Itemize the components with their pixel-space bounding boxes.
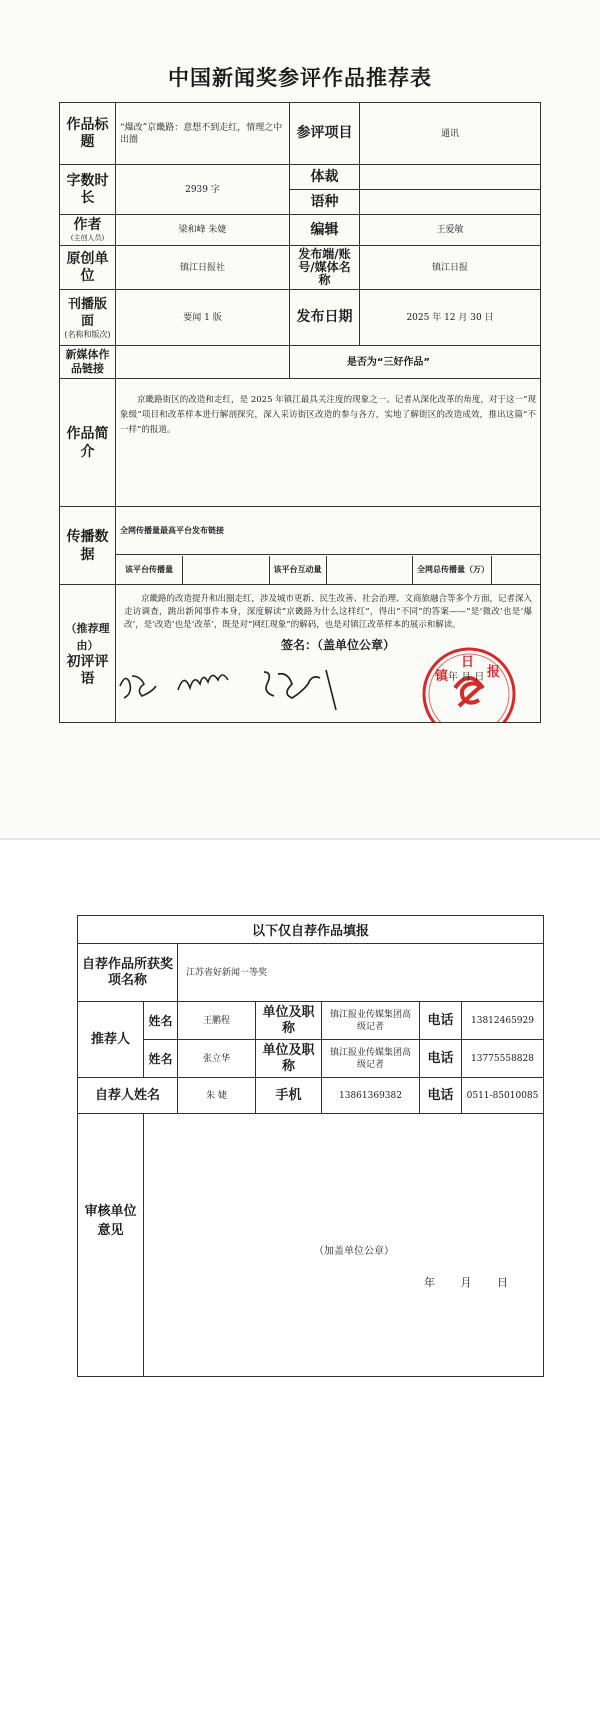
spread-metrics — [116, 555, 541, 585]
row-genre — [60, 165, 541, 190]
review-content — [116, 585, 541, 723]
page-label — [60, 290, 116, 346]
recommender-2-title-label: 单位及职称 — [256, 1040, 322, 1078]
row-new-media — [60, 346, 541, 379]
spread-total-label: 全网传播量最高平台发布链接 — [116, 507, 260, 555]
signature-date: 年 月 日 — [448, 672, 485, 683]
row-award — [78, 944, 544, 1002]
editor-label: 编辑 — [290, 215, 360, 246]
review-opinion-body — [144, 1114, 543, 1376]
recommender-2-phone-label: 电话 — [420, 1040, 462, 1078]
row-self-header — [78, 916, 544, 944]
spread-metrics-table — [116, 556, 540, 584]
row-spread-top — [60, 507, 541, 555]
intro-label: 作品简介 — [60, 379, 116, 507]
recommender-2-name-label: 姓名 — [144, 1040, 178, 1078]
total-spread-label: 全网总传播量（万） — [413, 556, 492, 584]
self-name: 朱 婕 — [178, 1078, 256, 1114]
spread-total-value — [260, 507, 541, 555]
award-value: 江苏省好新闻一等奖 — [178, 944, 544, 1002]
author-value: 梁和峰 朱婕 — [116, 215, 290, 246]
svg-text:日: 日 — [461, 655, 475, 670]
row-review — [60, 585, 541, 723]
self-section-header: 以下仅自荐作品填报 — [78, 916, 544, 944]
publisher-label: 发布端/账号/媒体名称 — [290, 246, 360, 290]
row-work-title — [60, 103, 541, 165]
award-label: 自荐作品所获奖项名称 — [78, 944, 178, 1002]
stamp-note: （加盖单位公章） — [314, 1246, 394, 1257]
new-media-label: 新媒体作品链接 — [60, 346, 116, 379]
author-label-text: 作者 — [73, 217, 102, 233]
handwritten-signatures — [116, 650, 415, 710]
review-label-text: 初评评语 — [66, 653, 109, 687]
form-page-2 — [0, 838, 600, 1716]
language-value — [360, 190, 541, 215]
page-label-text: 刊播版面 — [67, 296, 107, 329]
publisher-value: 镇江日报 — [360, 246, 541, 290]
self-phone: 0511-85010085 — [462, 1078, 544, 1114]
review-date: 年 月 日 — [424, 1276, 508, 1289]
platform-spread-label: 该平台传播量 — [116, 556, 183, 584]
platform-interact-value — [326, 556, 413, 584]
page-value: 要闻 1 版 — [116, 290, 290, 346]
self-mobile: 13861369382 — [322, 1078, 420, 1114]
genre-label: 体裁 — [290, 165, 360, 190]
word-count-label: 字数时长 — [60, 165, 116, 215]
self-name-label: 自荐人姓名 — [78, 1078, 178, 1114]
entry-item-label: 参评项目 — [290, 103, 360, 165]
recommender-1-title-label: 单位及职称 — [256, 1002, 322, 1040]
intro-text: 京畿路街区的改造和走红，是 2025 年镇江最具关注度的现象之一。记者从深化改革的角度，对于这一“现象级”项目和改革样本进行解剖探究，深入采访街区改造的参与各方，实地了解街区的改造成效，推出这篇“不一样”的报道。 — [116, 379, 541, 507]
signature-area — [116, 636, 540, 722]
row-author — [60, 215, 541, 246]
recommender-2-title: 镇江报业传媒集团高级记者 — [322, 1040, 420, 1078]
three-good-label: 是否为“三好作品” — [290, 346, 541, 379]
svg-text:报: 报 — [487, 665, 501, 680]
svg-text:镇: 镇 — [435, 669, 449, 684]
recommender-label: 推荐人 — [78, 1002, 144, 1078]
platform-interact-label: 该平台互动量 — [269, 556, 326, 584]
work-title-value: “爆改”京畿路：意想不到走红，情理之中出圈 — [116, 103, 290, 165]
author-label — [60, 215, 116, 246]
genre-value — [360, 165, 541, 190]
language-label: 语种 — [290, 190, 360, 215]
form-page-1 — [0, 0, 600, 838]
self-mobile-label: 手机 — [256, 1078, 322, 1114]
sign-label: 签名：（盖单位公章） — [281, 638, 396, 652]
publish-date-label: 发布日期 — [290, 290, 360, 346]
form-title: 中国新闻奖参评作品推荐表 — [168, 66, 432, 90]
author-sublabel: (主创人员) — [70, 234, 105, 242]
new-media-value — [116, 346, 290, 379]
row-recommender-1 — [78, 1002, 544, 1040]
original-unit-value: 镇江日报社 — [116, 246, 290, 290]
recommender-2-name: 张立华 — [178, 1040, 256, 1078]
entry-item-value: 通讯 — [360, 103, 541, 165]
page-sublabel: (名称和版次) — [64, 329, 111, 339]
recommender-1-title: 镇江报业传媒集团高级记者 — [322, 1002, 420, 1040]
row-review-opinion — [78, 1114, 544, 1377]
row-spread-bottom — [60, 555, 541, 585]
self-phone-label: 电话 — [420, 1078, 462, 1114]
spread-label: 传播数据 — [60, 507, 116, 585]
row-unit — [60, 246, 541, 290]
self-nomination-form — [77, 915, 544, 1377]
official-seal — [421, 646, 517, 723]
publish-date-value: 2025 年 12 月 30 日 — [360, 290, 541, 346]
review-opinion-label: 审核单位意见 — [78, 1114, 144, 1377]
row-recommender-2 — [78, 1040, 544, 1078]
row-self — [78, 1078, 544, 1114]
platform-spread-value — [183, 556, 270, 584]
work-title-label: 作品标题 — [60, 103, 116, 165]
original-unit-label: 原创单位 — [60, 246, 116, 290]
review-text: 京畿路的改造提升和出圈走红，涉及城市更新、民生改善、社会治理、文商旅融合等多个方面，记者深入走访调查，跳出新闻事件本身，深度解读“京畿路为什么这样红”，得出“不同”的答案——“是‘微改’也是‘爆改’，是‘改造’也是‘改革’，既是对“网红现象”的解码，也是对镇江改革样本的展示和解读。 — [124, 594, 533, 630]
word-count-value: 2939 字 — [116, 165, 290, 215]
recommender-1-phone: 13812465929 — [462, 1002, 544, 1040]
row-page — [60, 290, 541, 346]
recommender-1-name: 王鹏程 — [178, 1002, 256, 1040]
nomination-form — [59, 102, 541, 723]
editor-value: 王爱敏 — [360, 215, 541, 246]
recommender-2-phone: 13775558828 — [462, 1040, 544, 1078]
row-intro — [60, 379, 541, 507]
review-opinion-area — [144, 1114, 544, 1377]
total-spread-value — [492, 556, 541, 584]
review-paren: （推荐理由） — [65, 621, 110, 652]
recommender-1-phone-label: 电话 — [420, 1002, 462, 1040]
recommender-1-name-label: 姓名 — [144, 1002, 178, 1040]
review-label — [60, 585, 116, 723]
